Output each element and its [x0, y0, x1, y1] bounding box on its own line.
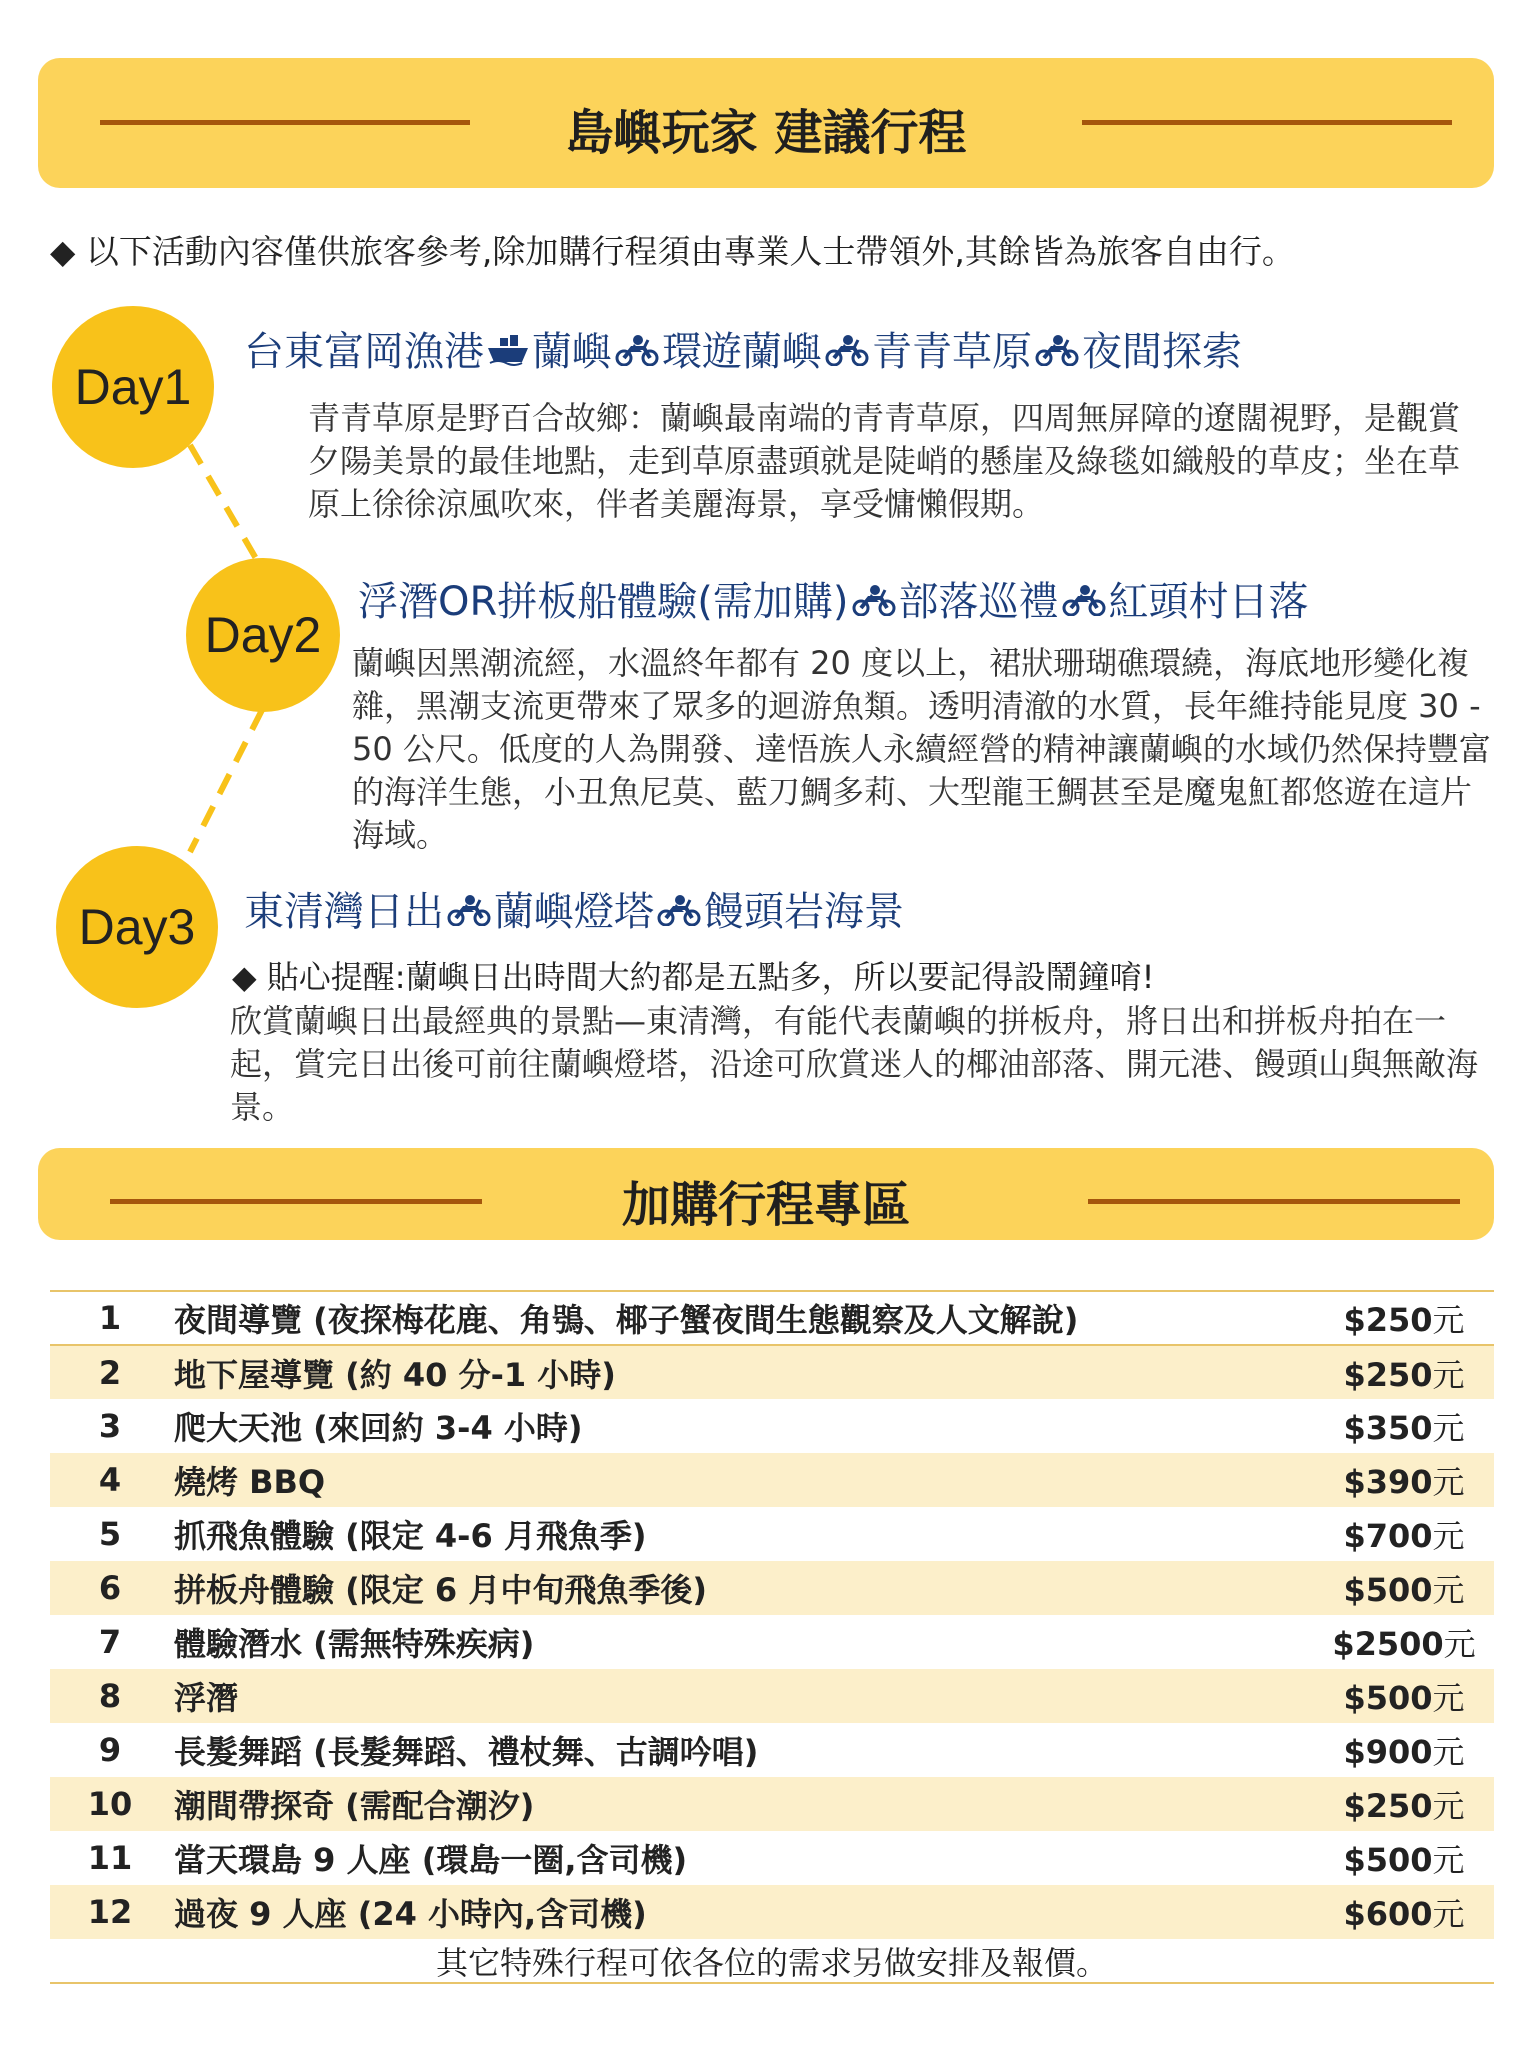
price-value: $250 [1343, 1787, 1433, 1825]
day2-description: 蘭嶼因黑潮流經，水溫終年都有 20 度以上，裙狀珊瑚礁環繞，海底地形變化複雜，黑潮支流更帶來了眾多的迴游魚類。透明清澈的水質，長年維持能見度 30 - 50 公尺。低度的人為開發、達悟族人永續經營的精神讓蘭嶼的水域仍然保持豐富的海洋生態，小丑魚尼莫、藍刀鯛多莉、大型龍王鯛甚至是魔鬼魟都悠遊在這片海域。 [352, 644, 1491, 854]
price-unit: 元 [1432, 1517, 1465, 1555]
row-number: 3 [98, 1407, 122, 1445]
price-value: $500 [1343, 1841, 1433, 1879]
row-price [1314, 1399, 1494, 1453]
price-unit: 元 [1432, 1841, 1465, 1879]
banner-rule-right [1088, 1199, 1460, 1204]
row-name: 體驗潛水 (需無特殊疾病) [174, 1625, 535, 1663]
scooter-icon [614, 332, 660, 366]
scooter-icon [1034, 332, 1080, 366]
day1-description: 青青草原是野百合故鄉：蘭嶼最南端的青青草原，四周無屏障的遼闊視野，是觀賞夕陽美景的最佳地點，走到草原盡頭就是陡峭的懸崖及綠毯如織般的草皮；坐在草原上徐徐涼風吹來，伴者美麗海景，享受慵懶假期。 [308, 399, 1461, 523]
price-value: $2500 [1332, 1625, 1444, 1663]
row-name: 抓飛魚體驗 (限定 4-6 月飛魚季) [174, 1517, 647, 1555]
row-price [1314, 1723, 1494, 1777]
scooter-icon [446, 892, 492, 926]
price-value: $600 [1343, 1895, 1433, 1933]
table-row [50, 1723, 1494, 1777]
price-unit: 元 [1432, 1571, 1465, 1609]
day2-route [358, 570, 1309, 627]
day1-badge: Day1 [52, 306, 214, 468]
scooter-icon [1061, 582, 1107, 616]
header-banner [38, 58, 1494, 188]
scooter-icon [851, 582, 897, 616]
connector-day2-day3 [190, 710, 262, 852]
row-price [1314, 1777, 1494, 1831]
row-number: 9 [98, 1731, 122, 1769]
price-unit: 元 [1432, 1463, 1465, 1501]
row-name: 夜間導覽 (夜探梅花鹿、角鴞、椰子蟹夜間生態觀察及人文解說) [174, 1301, 1079, 1339]
price-unit: 元 [1432, 1301, 1465, 1339]
row-price [1314, 1885, 1494, 1939]
row-number: 2 [98, 1353, 122, 1392]
table-row [50, 1453, 1494, 1507]
price-unit: 元 [1432, 1355, 1465, 1394]
day3-tip: ◆ 貼心提醒:蘭嶼日出時間大約都是五點多，所以要記得設鬧鐘唷! [232, 958, 1155, 996]
row-number: 11 [87, 1839, 133, 1877]
connector-day1-day2 [190, 445, 258, 562]
price-value: $250 [1343, 1301, 1433, 1339]
price-value: $500 [1343, 1679, 1433, 1717]
table-row [50, 1561, 1494, 1615]
intro-note: ◆ 以下活動內容僅供旅客參考,除加購行程須由專業人士帶領外,其餘皆為旅客自由行。 [50, 232, 1295, 271]
row-price [1314, 1453, 1494, 1507]
row-number: 12 [87, 1893, 133, 1931]
day2-badge: Day2 [186, 558, 340, 712]
addons-banner [38, 1148, 1494, 1240]
row-price [1314, 1507, 1494, 1561]
row-name: 潮間帶探奇 (需配合潮汐) [174, 1787, 535, 1825]
price-value: $390 [1343, 1463, 1433, 1501]
addons-footnote: 其它特殊行程可依各位的需求另做安排及報價。 [435, 1944, 1108, 1982]
page-title: 島嶼玩家 建議行程 [565, 105, 967, 161]
row-number: 10 [87, 1785, 133, 1823]
addons-title: 加購行程專區 [621, 1177, 910, 1233]
row-number: 4 [98, 1461, 122, 1499]
row-number: 7 [98, 1623, 122, 1661]
table-row [50, 1345, 1494, 1399]
footer-rule [50, 1982, 1494, 1984]
route-stop: 紅頭村日落 [1108, 579, 1309, 625]
route-stop: 青青草原 [872, 329, 1032, 375]
row-number: 1 [98, 1299, 122, 1337]
row-name: 過夜 9 人座 (24 小時內,含司機) [174, 1895, 647, 1933]
row-name: 拼板舟體驗 (限定 6 月中旬飛魚季後) [174, 1571, 707, 1609]
route-stop: 夜間探索 [1082, 329, 1242, 375]
row-number: 5 [98, 1515, 122, 1553]
day3-route [244, 880, 904, 937]
scooter-icon [656, 892, 702, 926]
ship-icon [486, 332, 530, 366]
table-row [50, 1669, 1494, 1723]
row-name: 長髮舞蹈 (長髮舞蹈、禮杖舞、古調吟唱) [174, 1733, 759, 1771]
price-value: $500 [1343, 1571, 1433, 1609]
row-name: 爬大天池 (來回約 3-4 小時) [174, 1409, 583, 1447]
price-unit: 元 [1432, 1733, 1465, 1771]
route-stop: 蘭嶼燈塔 [494, 889, 654, 935]
day3-badge: Day3 [56, 846, 218, 1008]
row-price [1314, 1345, 1494, 1399]
addons-table [50, 1290, 1494, 1939]
row-price [1314, 1615, 1494, 1669]
row-name: 地下屋導覽 (約 40 分-1 小時) [174, 1355, 616, 1394]
route-stop: 東清灣日出 [244, 889, 444, 935]
row-price [1314, 1669, 1494, 1723]
row-price [1314, 1291, 1494, 1345]
price-unit: 元 [1432, 1895, 1465, 1933]
row-name: 當天環島 9 人座 (環島一圈,含司機) [174, 1841, 688, 1879]
price-unit: 元 [1432, 1679, 1465, 1717]
price-unit: 元 [1432, 1409, 1465, 1447]
day1-route [244, 320, 1242, 377]
row-number: 8 [98, 1677, 122, 1715]
price-unit: 元 [1443, 1625, 1476, 1663]
table-row [50, 1885, 1494, 1939]
route-stop: 浮潛OR拼板船體驗(需加購) [358, 579, 849, 625]
route-stop: 饅頭岩海景 [704, 889, 904, 935]
price-unit: 元 [1432, 1787, 1465, 1825]
table-row [50, 1291, 1494, 1345]
price-value: $350 [1343, 1409, 1433, 1447]
day3-description: 欣賞蘭嶼日出最經典的景點—東清灣，有能代表蘭嶼的拼板舟，將日出和拼板舟拍在一起，賞完日出後可前往蘭嶼燈塔，沿途可欣賞迷人的椰油部落、開元港、饅頭山與無敵海景。 [230, 1002, 1479, 1126]
route-stop: 蘭嶼 [532, 329, 612, 375]
table-row [50, 1615, 1494, 1669]
table-row [50, 1399, 1494, 1453]
table-row [50, 1507, 1494, 1561]
banner-rule-right [1082, 120, 1452, 125]
price-value: $250 [1343, 1355, 1433, 1394]
row-price [1314, 1561, 1494, 1615]
table-row [50, 1777, 1494, 1831]
route-stop: 台東富岡漁港 [244, 329, 484, 375]
price-value: $900 [1343, 1733, 1433, 1771]
row-name: 燒烤 BBQ [174, 1463, 326, 1501]
price-value: $700 [1343, 1517, 1433, 1555]
row-name: 浮潛 [174, 1679, 239, 1717]
table-row [50, 1831, 1494, 1885]
row-number: 6 [98, 1569, 122, 1607]
scooter-icon [824, 332, 870, 366]
route-stop: 環遊蘭嶼 [662, 329, 822, 375]
row-price [1314, 1831, 1494, 1885]
route-stop: 部落巡禮 [898, 579, 1059, 625]
